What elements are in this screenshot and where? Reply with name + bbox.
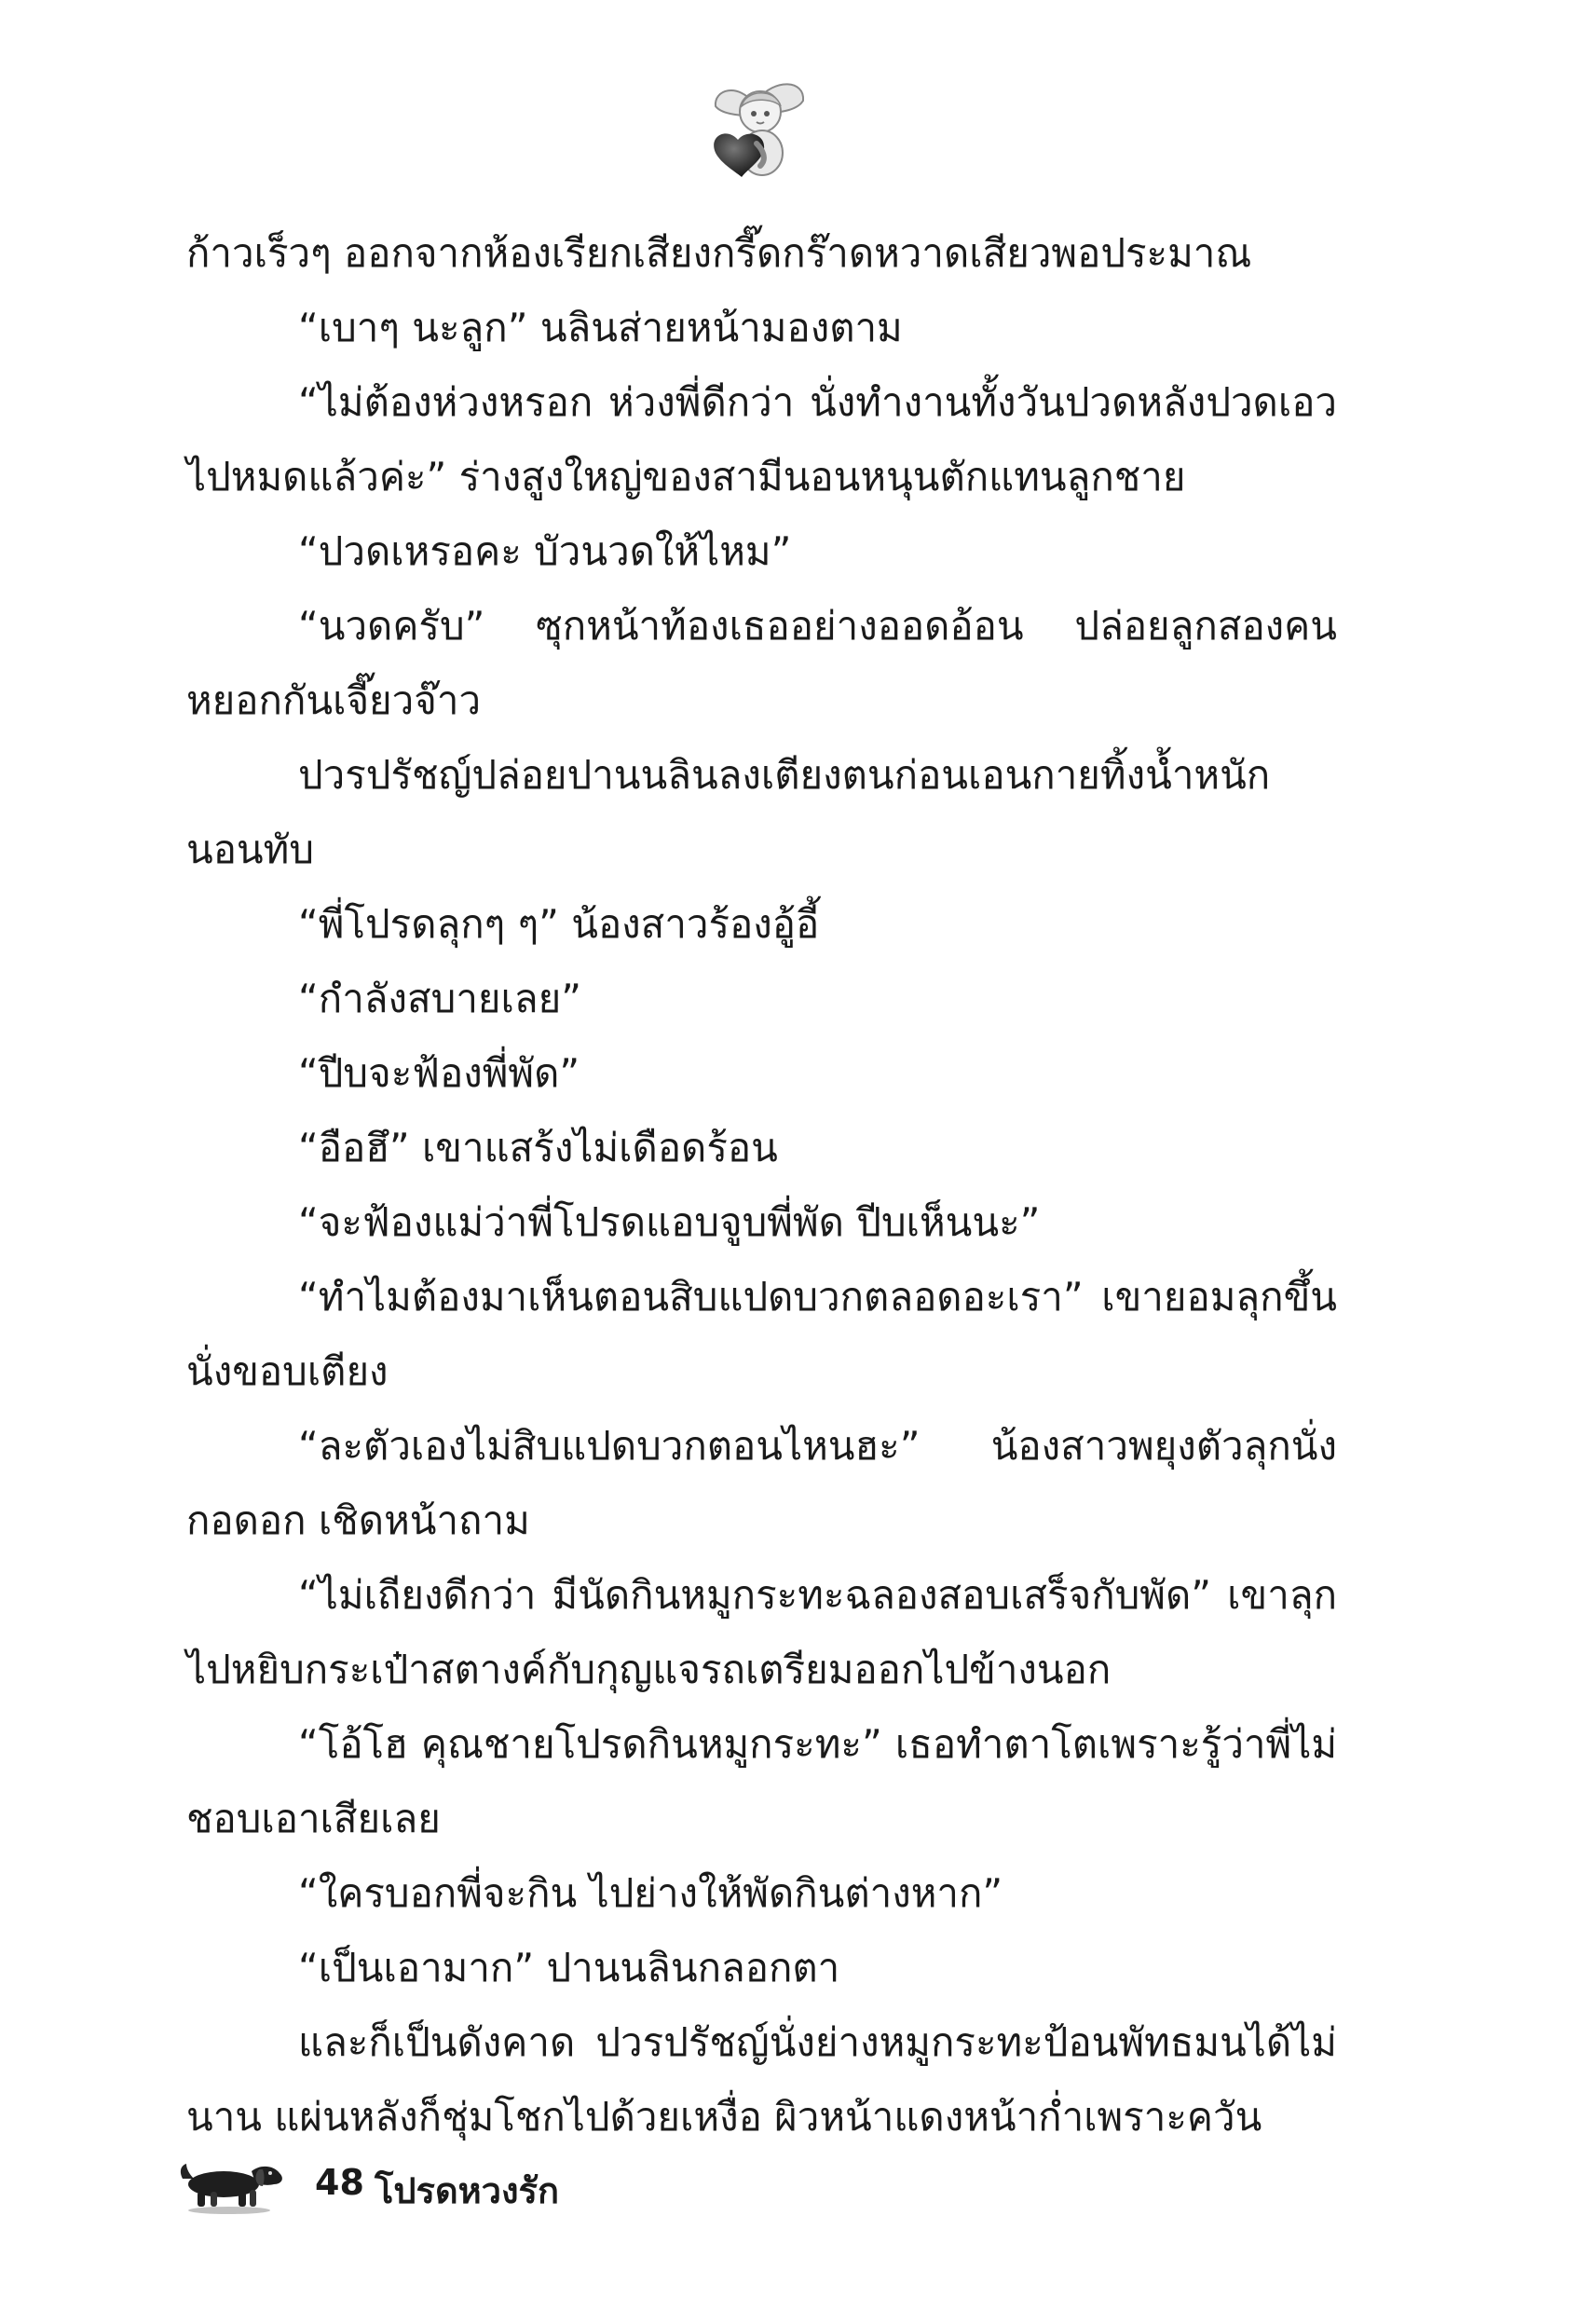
paragraph: “ปีบจะฟ้องพี่พัด” — [298, 1050, 580, 1096]
paragraph: ปวรปรัชญ์ปล่อยปานนลินลงเตียงตนก่อนเอนกายทิ้งน้ำหนักนอนทับ — [186, 752, 1271, 872]
paragraph: “อือฮึ” เขาแสร้งไม่เดือดร้อน — [298, 1125, 778, 1170]
paragraph: “เป็นเอามาก” ปานนลินกลอกตา — [298, 1945, 840, 1990]
paragraph: “เบาๆ นะลูก” นลินส่ายหน้ามองตาม — [298, 305, 903, 350]
paragraph: “กำลังสบายเลย” — [298, 976, 581, 1021]
paragraph: “พี่โปรดลุกๆ ๆ” น้องสาวร้องอู้อี้ — [298, 901, 820, 947]
paragraph: “นวดครับ” ซุกหน้าท้องเธออย่างออดอ้อน ปล่อยลูกสองคนหยอกกันเจี๊ยวจ๊าว — [186, 603, 1337, 723]
paragraph: “ละตัวเองไม่สิบแปดบวกตอนไหนฮะ” น้องสาวพยุงตัวลุกนั่งกอดอก เชิดหน้าถาม — [186, 1423, 1337, 1543]
paragraph: “ใครบอกพี่จะกิน ไปย่างให้พัดกินต่างหาก” — [298, 1870, 1003, 1916]
dachshund-icon — [177, 2143, 289, 2218]
page-footer — [177, 2143, 736, 2236]
story-text — [186, 216, 1337, 2154]
book-title: โปรดหวงรัก — [375, 2170, 559, 2211]
paragraph: และก็เป็นดังคาด ปวรปรัชญ์นั่งย่างหมูกระทะป้อนพัทธมนได้ไม่นาน แผ่นหลังก็ชุ่มโชกไปด้วยเหงื่อ ผิวหน้าแดงหน้าก่ำเพราะควัน — [186, 2019, 1337, 2140]
paragraph: “ไม่ต้องห่วงหรอก ห่วงพี่ดีกว่า นั่งทำงานทั้งวันปวดหลังปวดเอวไปหมดแล้วค่ะ” ร่างสูงใหญ่ของสามีนอนหนุนตักแทนลูกชาย — [186, 379, 1337, 499]
paragraph: “ปวดเหรอคะ บัวนวดให้ไหม” — [298, 528, 792, 574]
paragraph: ก้าวเร็วๆ ออกจากห้องเรียกเสียงกรี๊ดกร๊าดหวาดเสียวพอประมาณ — [186, 230, 1252, 276]
paragraph: “จะฟ้องแม่ว่าพี่โปรดแอบจูบพี่พัด ปีบเห็นนะ” — [298, 1199, 1041, 1245]
paragraph: “ไม่เถียงดีกว่า มีนัดกินหมูกระทะฉลองสอบเสร็จกับพัด” เขาลุกไปหยิบกระเป๋าสตางค์กับกุญแจรถเตรียมออกไปข้างนอก — [186, 1572, 1337, 1692]
page-number: 48 — [315, 2162, 364, 2203]
paragraph: “ทำไมต้องมาเห็นตอนสิบแปดบวกตลอดอะเรา” เขายอมลุกขึ้นนั่งขอบเตียง — [186, 1274, 1337, 1394]
cupid-heart-icon — [701, 73, 812, 183]
paragraph: “โอ้โฮ คุณชายโปรดกินหมูกระทะ” เธอทำตาโตเพราะรู้ว่าพี่ไม่ชอบเอาเสียเลย — [186, 1721, 1337, 1841]
